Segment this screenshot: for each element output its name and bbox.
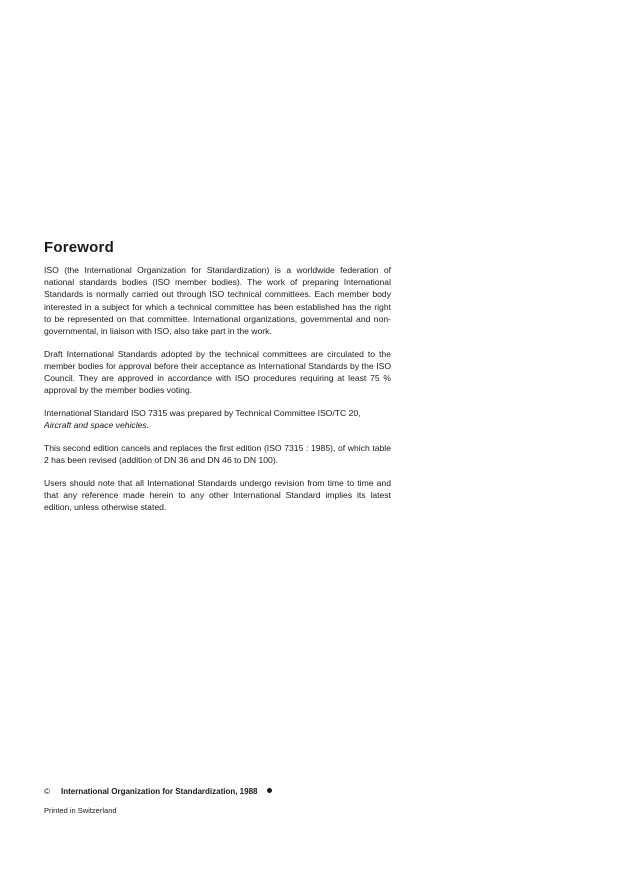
committee-name: Aircraft and space vehicles. <box>44 420 150 431</box>
foreword-body <box>44 264 391 524</box>
paragraph-edition-note: This second edition cancels and replaces the first edition (ISO 7315 : 1985), of which table 2 has been revised (addition of DN 36 and DN 46 to DN 100). <box>44 442 391 466</box>
printed-location: Printed in Switzerland <box>44 806 117 815</box>
copyright-line <box>44 786 272 797</box>
paragraph-committee <box>44 407 391 431</box>
committee-statement: International Standard ISO 7315 was prepared by Technical Committee ISO/TC 20, <box>44 408 361 419</box>
copyright-icon: © <box>44 787 50 796</box>
page-title: Foreword <box>44 239 114 256</box>
paragraph-draft-standards: Draft International Standards adopted by the technical committees are circulated to the member bodies for approval before their acceptance as International Standards by the ISO Council. They are approved in accordance with ISO procedures requiring at least 75 % approval by the member bodies voting. <box>44 348 391 396</box>
bullet-icon <box>267 788 272 793</box>
paragraph-revision-note: Users should note that all International Standards undergo revision from time to time and that any reference made herein to any other International Standard implies its latest edition, unless otherwise stated. <box>44 477 391 513</box>
copyright-text: International Organization for Standardization, 1988 <box>61 787 258 796</box>
paragraph-iso-intro: ISO (the International Organization for Standardization) is a worldwide federation of national standards bodies (ISO member bodies). The work of preparing International Standards is normally carried out through ISO technical committees. Each member body interested in a subject for which a technical committee has been established has the right to be represented on that committee. International organizations, governmental and non-governmental, in liaison with ISO, also take part in the work. <box>44 265 391 337</box>
